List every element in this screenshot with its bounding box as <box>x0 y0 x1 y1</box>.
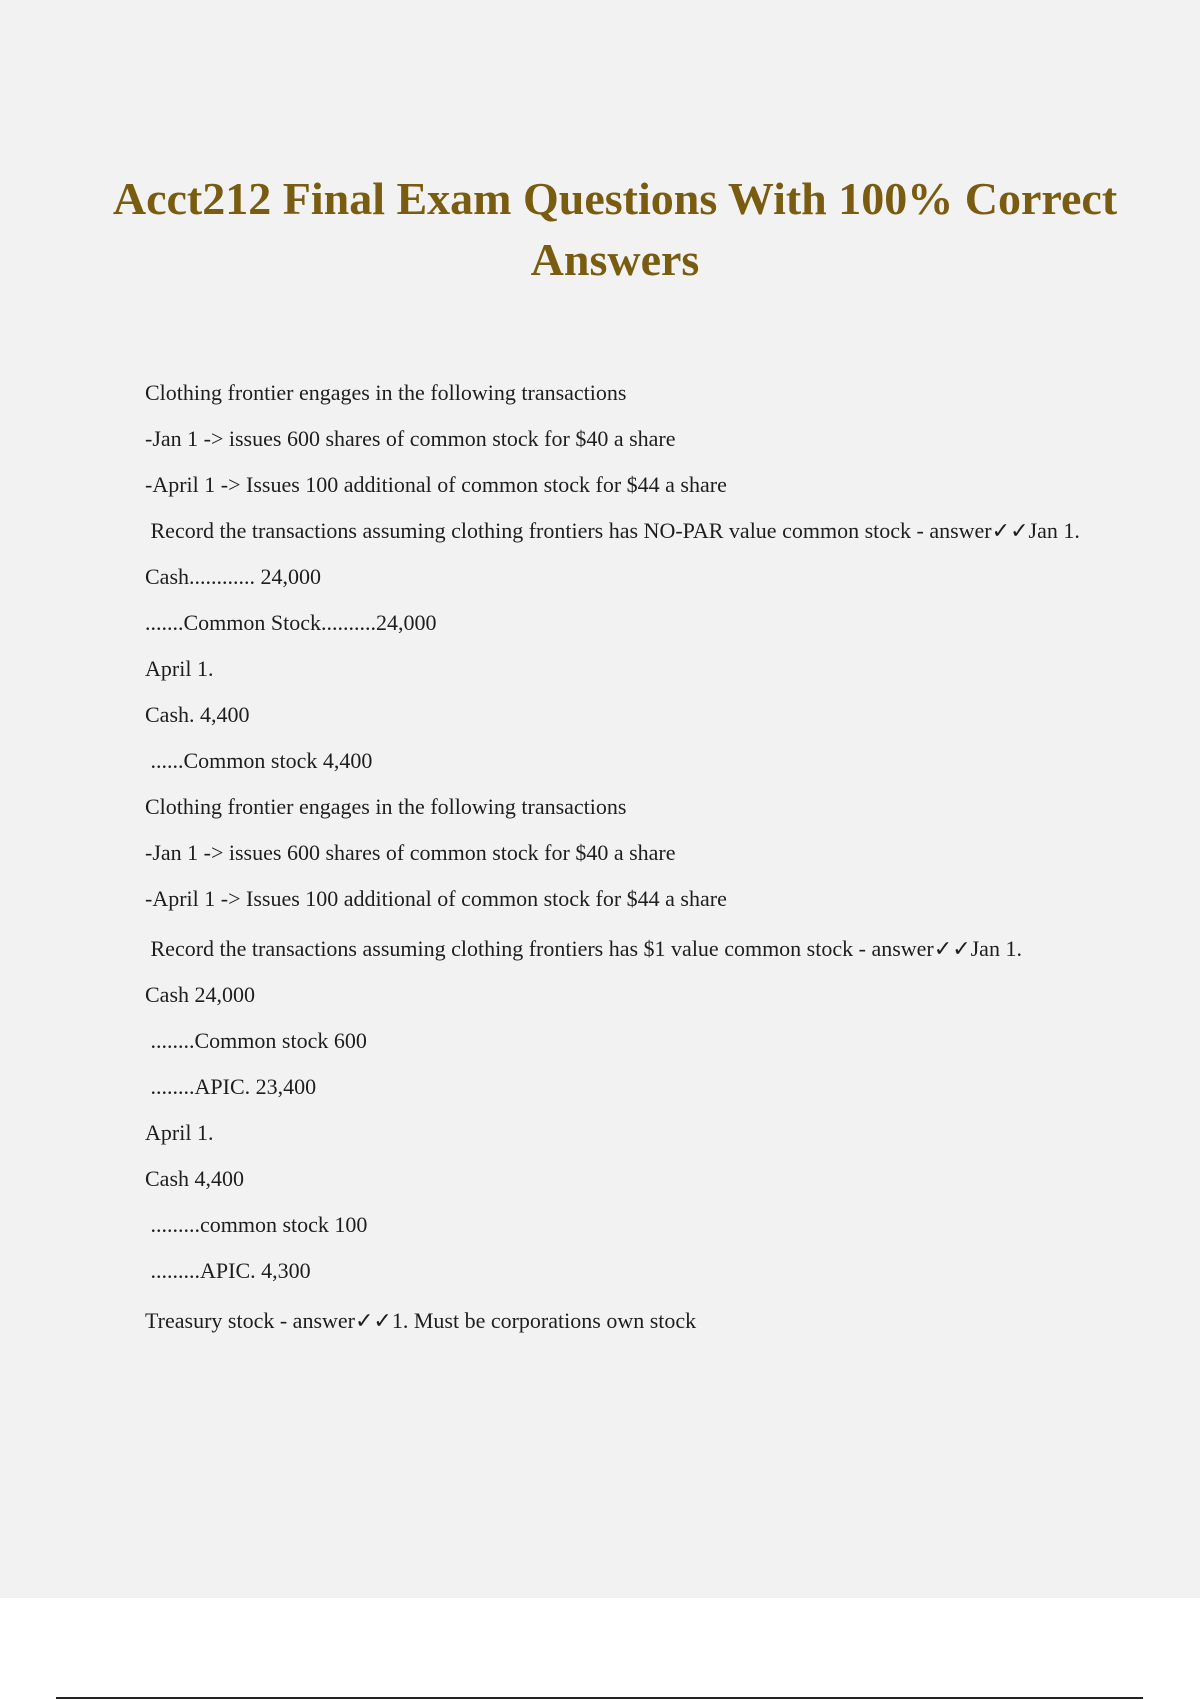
text-line: -April 1 -> Issues 100 additional of common stock for $44 a share <box>145 472 727 497</box>
text-line: Cash. 4,400 <box>145 702 250 727</box>
text-line: Clothing frontier engages in the following transactions <box>145 380 627 405</box>
text-line: .......Common Stock..........24,000 <box>145 610 437 635</box>
text-line: Treasury stock - answer✓✓1. Must be corporations own stock <box>145 1308 697 1333</box>
text-line: April 1. <box>145 656 214 681</box>
text-line: .........common stock 100 <box>145 1212 368 1237</box>
text-line: Cash 4,400 <box>145 1166 244 1191</box>
text-line: Clothing frontier engages in the following transactions <box>145 794 627 819</box>
footer-divider <box>56 1697 1143 1699</box>
text-line: Cash 24,000 <box>145 982 255 1007</box>
text-line: Cash............ 24,000 <box>145 564 321 589</box>
text-line: Record the transactions assuming clothing frontiers has $1 value common stock - answer✓✓Jan 1. <box>145 936 1022 961</box>
text-line: Record the transactions assuming clothing frontiers has NO-PAR value common stock - answer✓✓Jan 1. <box>145 518 1080 543</box>
text-line: -April 1 -> Issues 100 additional of common stock for $44 a share <box>145 886 727 911</box>
text-line: .........APIC. 4,300 <box>145 1258 311 1283</box>
text-line: -Jan 1 -> issues 600 shares of common stock for $40 a share <box>145 426 676 451</box>
text-line: April 1. <box>145 1120 214 1145</box>
text-line: ......Common stock 4,400 <box>145 748 373 773</box>
text-line: ........Common stock 600 <box>145 1028 367 1053</box>
text-line: ........APIC. 23,400 <box>145 1074 317 1099</box>
document-body <box>145 376 1100 1338</box>
text-line: -Jan 1 -> issues 600 shares of common stock for $40 a share <box>145 840 676 865</box>
document-title: Acct212 Final Exam Questions With 100% Correct Answers <box>112 173 1118 285</box>
